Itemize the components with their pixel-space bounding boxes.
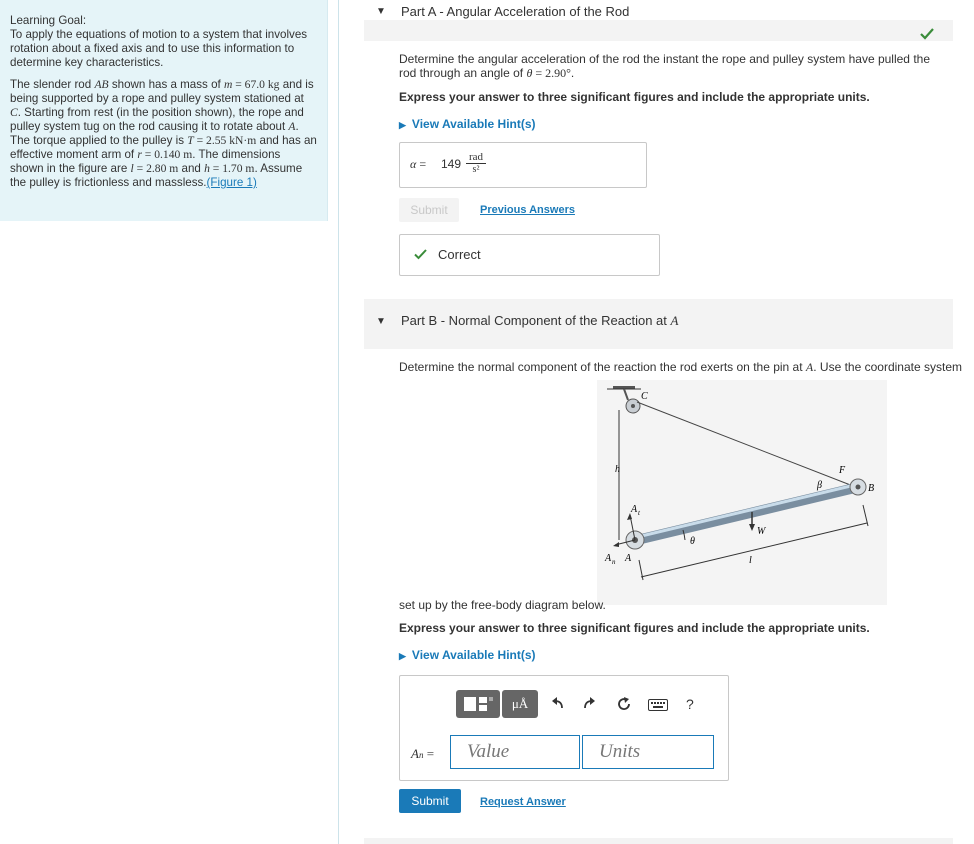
svg-text:n: n [612, 558, 616, 566]
collapse-triangle-icon[interactable]: ▼ [376, 6, 386, 17]
column-divider [338, 0, 339, 844]
label-beta: β [817, 480, 822, 491]
svg-text:t: t [638, 509, 640, 517]
templates-button[interactable] [456, 690, 500, 718]
label-An: A [605, 553, 612, 564]
units-button[interactable] [502, 690, 538, 718]
label-W: W [757, 526, 766, 537]
part-b-instruction: Express your answer to three significant figures and include the appropriate units. [399, 621, 870, 635]
correct-check-icon [414, 249, 427, 263]
part-b-hint-link[interactable]: ▶ View Available Hint(s) [399, 648, 536, 662]
undo-icon[interactable] [550, 696, 564, 713]
part-b-question-cont: set up by the free-body diagram below. [399, 598, 606, 612]
value-placeholder: Value [467, 741, 510, 762]
expand-arrow-icon: ▶ [399, 120, 406, 130]
part-a-instruction: Express your answer to three significant figures and include the appropriate units. [399, 90, 870, 104]
figure-1-link[interactable]: (Figure 1) [206, 176, 257, 189]
part-b-label: Part B [401, 313, 438, 328]
part-b-title: - Normal Component of the Reaction at [437, 313, 671, 328]
units-input[interactable] [582, 735, 714, 769]
expand-arrow-icon: ▶ [399, 651, 406, 661]
part-a-hint-link[interactable]: ▶ View Available Hint(s) [399, 117, 536, 131]
part-b-submit-button[interactable]: Submit [399, 789, 461, 813]
problem-statement: The slender rod AB shown has a mass of m = 67.0 kg and is being supported by a rope and pulley system stationed at C. Starting from rest (in the position shown), the rope and pulley system tug on the rod causing it to rotate about A. The torque applied to the pulley is T = 2.55 kN·m and has an effective moment arm of r = 0.140 m. The dimensions shown in the figure are l = 2.80 m and h = 1.70 m. Assume the pulley is frictionless and massless.(Figure 1) [10, 78, 317, 189]
part-b-header[interactable]: ▼ Part B - Normal Component of the Reaction at A [364, 299, 953, 349]
next-part-separator [364, 838, 953, 844]
answer-label: An = [411, 746, 435, 761]
help-icon[interactable]: ? [686, 696, 694, 712]
previous-answers-link[interactable]: Previous Answers [480, 204, 575, 216]
part-a-answer-unit: rad s² [466, 152, 486, 175]
part-a-bg [364, 20, 953, 41]
label-h: h [615, 464, 620, 475]
free-body-diagram [597, 380, 887, 605]
alpha-symbol: α [410, 157, 417, 171]
part-b-question: Determine the normal component of the reaction the rod exerts on the pin at A. Use the coordinate system [399, 360, 962, 374]
part-b-answer-box [399, 675, 729, 781]
label-C: C [641, 391, 648, 402]
label-B: B [868, 483, 875, 494]
label-A: A [625, 553, 632, 564]
collapse-triangle-icon[interactable]: ▼ [376, 316, 386, 327]
keyboard-icon[interactable] [648, 699, 668, 714]
part-a-title: - Angular Acceleration of the Rod [435, 4, 630, 19]
part-a-label: Part A [401, 4, 436, 19]
equation-toolbar [456, 690, 716, 718]
value-input[interactable] [450, 735, 580, 769]
part-a-answer-value: 149 [441, 157, 462, 171]
units-glyph: μÅ [511, 696, 529, 711]
part-a-answer-box: α = 149 rad s² [399, 142, 647, 188]
reset-icon[interactable] [616, 696, 632, 715]
part-a-correct-check-icon [920, 28, 934, 43]
learning-goal-text: To apply the equations of motion to a system that involves rotation about a fixed axis and to use this information to determine key characteristics. [10, 28, 308, 69]
part-a-question: Determine the angular acceleration of the rod the instant the rope and pulley system have pulled the rod through an angle of θ = 2.90°. [399, 52, 930, 80]
label-At: A [631, 504, 638, 515]
redo-icon[interactable] [583, 696, 597, 713]
learning-goal-title: Learning Goal: [10, 14, 87, 27]
correct-label: Correct [438, 247, 481, 262]
learning-goal-panel [0, 0, 328, 221]
templates-icon [464, 697, 476, 711]
label-theta: θ [690, 536, 695, 547]
label-F: F [839, 465, 846, 476]
request-answer-link[interactable]: Request Answer [480, 796, 566, 808]
part-a-submit-button[interactable]: Submit [399, 198, 459, 222]
label-l: l [749, 555, 752, 566]
units-placeholder: Units [599, 741, 641, 762]
correct-feedback-box [399, 234, 660, 276]
